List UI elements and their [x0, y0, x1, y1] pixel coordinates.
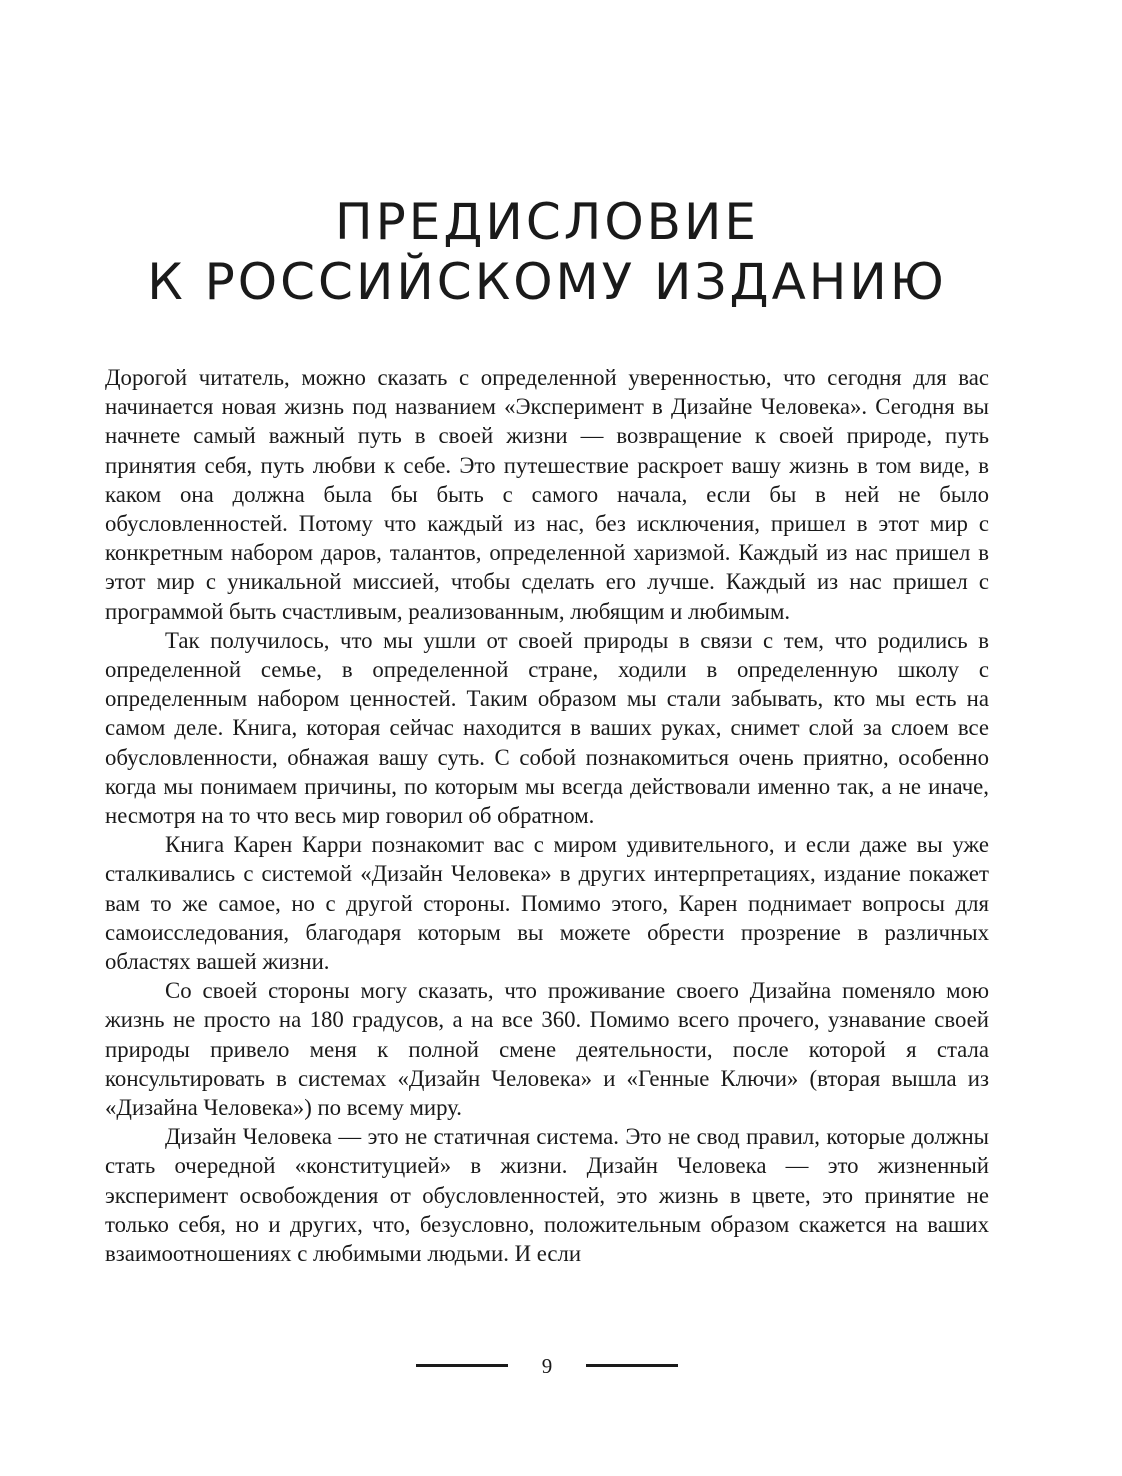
chapter-title-line-1: ПРЕДИСЛОВИЕ: [335, 193, 759, 251]
chapter-title-line-2: К РОССИЙСКОМУ ИЗДАНИЮ: [147, 253, 947, 311]
paragraph-2: Так получилось, что мы ушли от своей природы в связи с тем, что родились в определенной семье, в определенной стране, ходили в определенную школу с определенным набором ценностей. Таким образом мы стали забывать, кто мы есть на самом деле. Книга, которая сейчас находится в ваших руках, снимет слой за слоем все обусловленности, обнажая вашу суть. С собой познакомиться очень приятно, особенно когда мы понимаем причины, по которым мы всегда действовали именно так, а не иначе, несмотря на то что весь мир говорил об обратном.: [105, 627, 989, 829]
footer-rule-right: [586, 1364, 678, 1367]
paragraph-5: Дизайн Человека — это не статичная система. Это не свод правил, которые должны стать очередной «конституцией» в жизни. Дизайн Человека — это жизненный эксперимент освобождения от обусловленностей, это жизнь в цвете, это принятие не только себя, но и других, что, безусловно, положительным образом скажется на ваших взаимоотношениях с любимыми людьми. И если: [105, 1124, 989, 1267]
paragraph-1: Дорогой читатель, можно сказать с определенной уверенностью, что сегодня для вас начинается новая жизнь под названием «Эксперимент в Дизайне Человека». Сегодня вы начнете самый важный путь в своей жизни — возвращение к своей природе, путь принятия себя, путь любви к себе. Это путешествие раскроет вашу жизнь в том виде, в каком она должна была бы быть с самого начала, если бы в ней не было обусловленностей. Потому что каждый из нас, без исключения, пришел в этот мир с конкретным набором даров, талантов, определенной харизмой. Каждый из нас пришел в этот мир с уникальной миссией, чтобы сделать его лучше. Каждый из нас пришел с программой быть счастливым, реализованным, любящим и любимым.: [105, 365, 989, 624]
paragraph-3: Книга Карен Карри познакомит вас с миром удивительного, и если даже вы уже сталкивались с системой «Дизайн Человека» в других интерпретациях, издание покажет вам то же самое, но с другой стороны. Помимо этого, Карен поднимает вопросы для самоисследования, благодаря которым вы можете обрести прозрение в различных областях вашей жизни.: [105, 832, 989, 975]
paragraph-4: Со своей стороны могу сказать, что проживание своего Дизайна поменяло мою жизнь не просто на 180 градусов, а на все 360. Помимо всего прочего, узнавание своей природы привело меня к полной смене деятельности, после которой я стала консультировать в системах «Дизайн Человека» и «Генные Ключи» (вторая вышла из «Дизайна Человека») по всему миру.: [105, 978, 989, 1121]
chapter-title: [0, 192, 1094, 312]
body-text: [105, 363, 989, 1268]
page-footer: [0, 1352, 1094, 1382]
footer-rule-left: [416, 1364, 508, 1367]
page-number: 9: [541, 1354, 553, 1378]
